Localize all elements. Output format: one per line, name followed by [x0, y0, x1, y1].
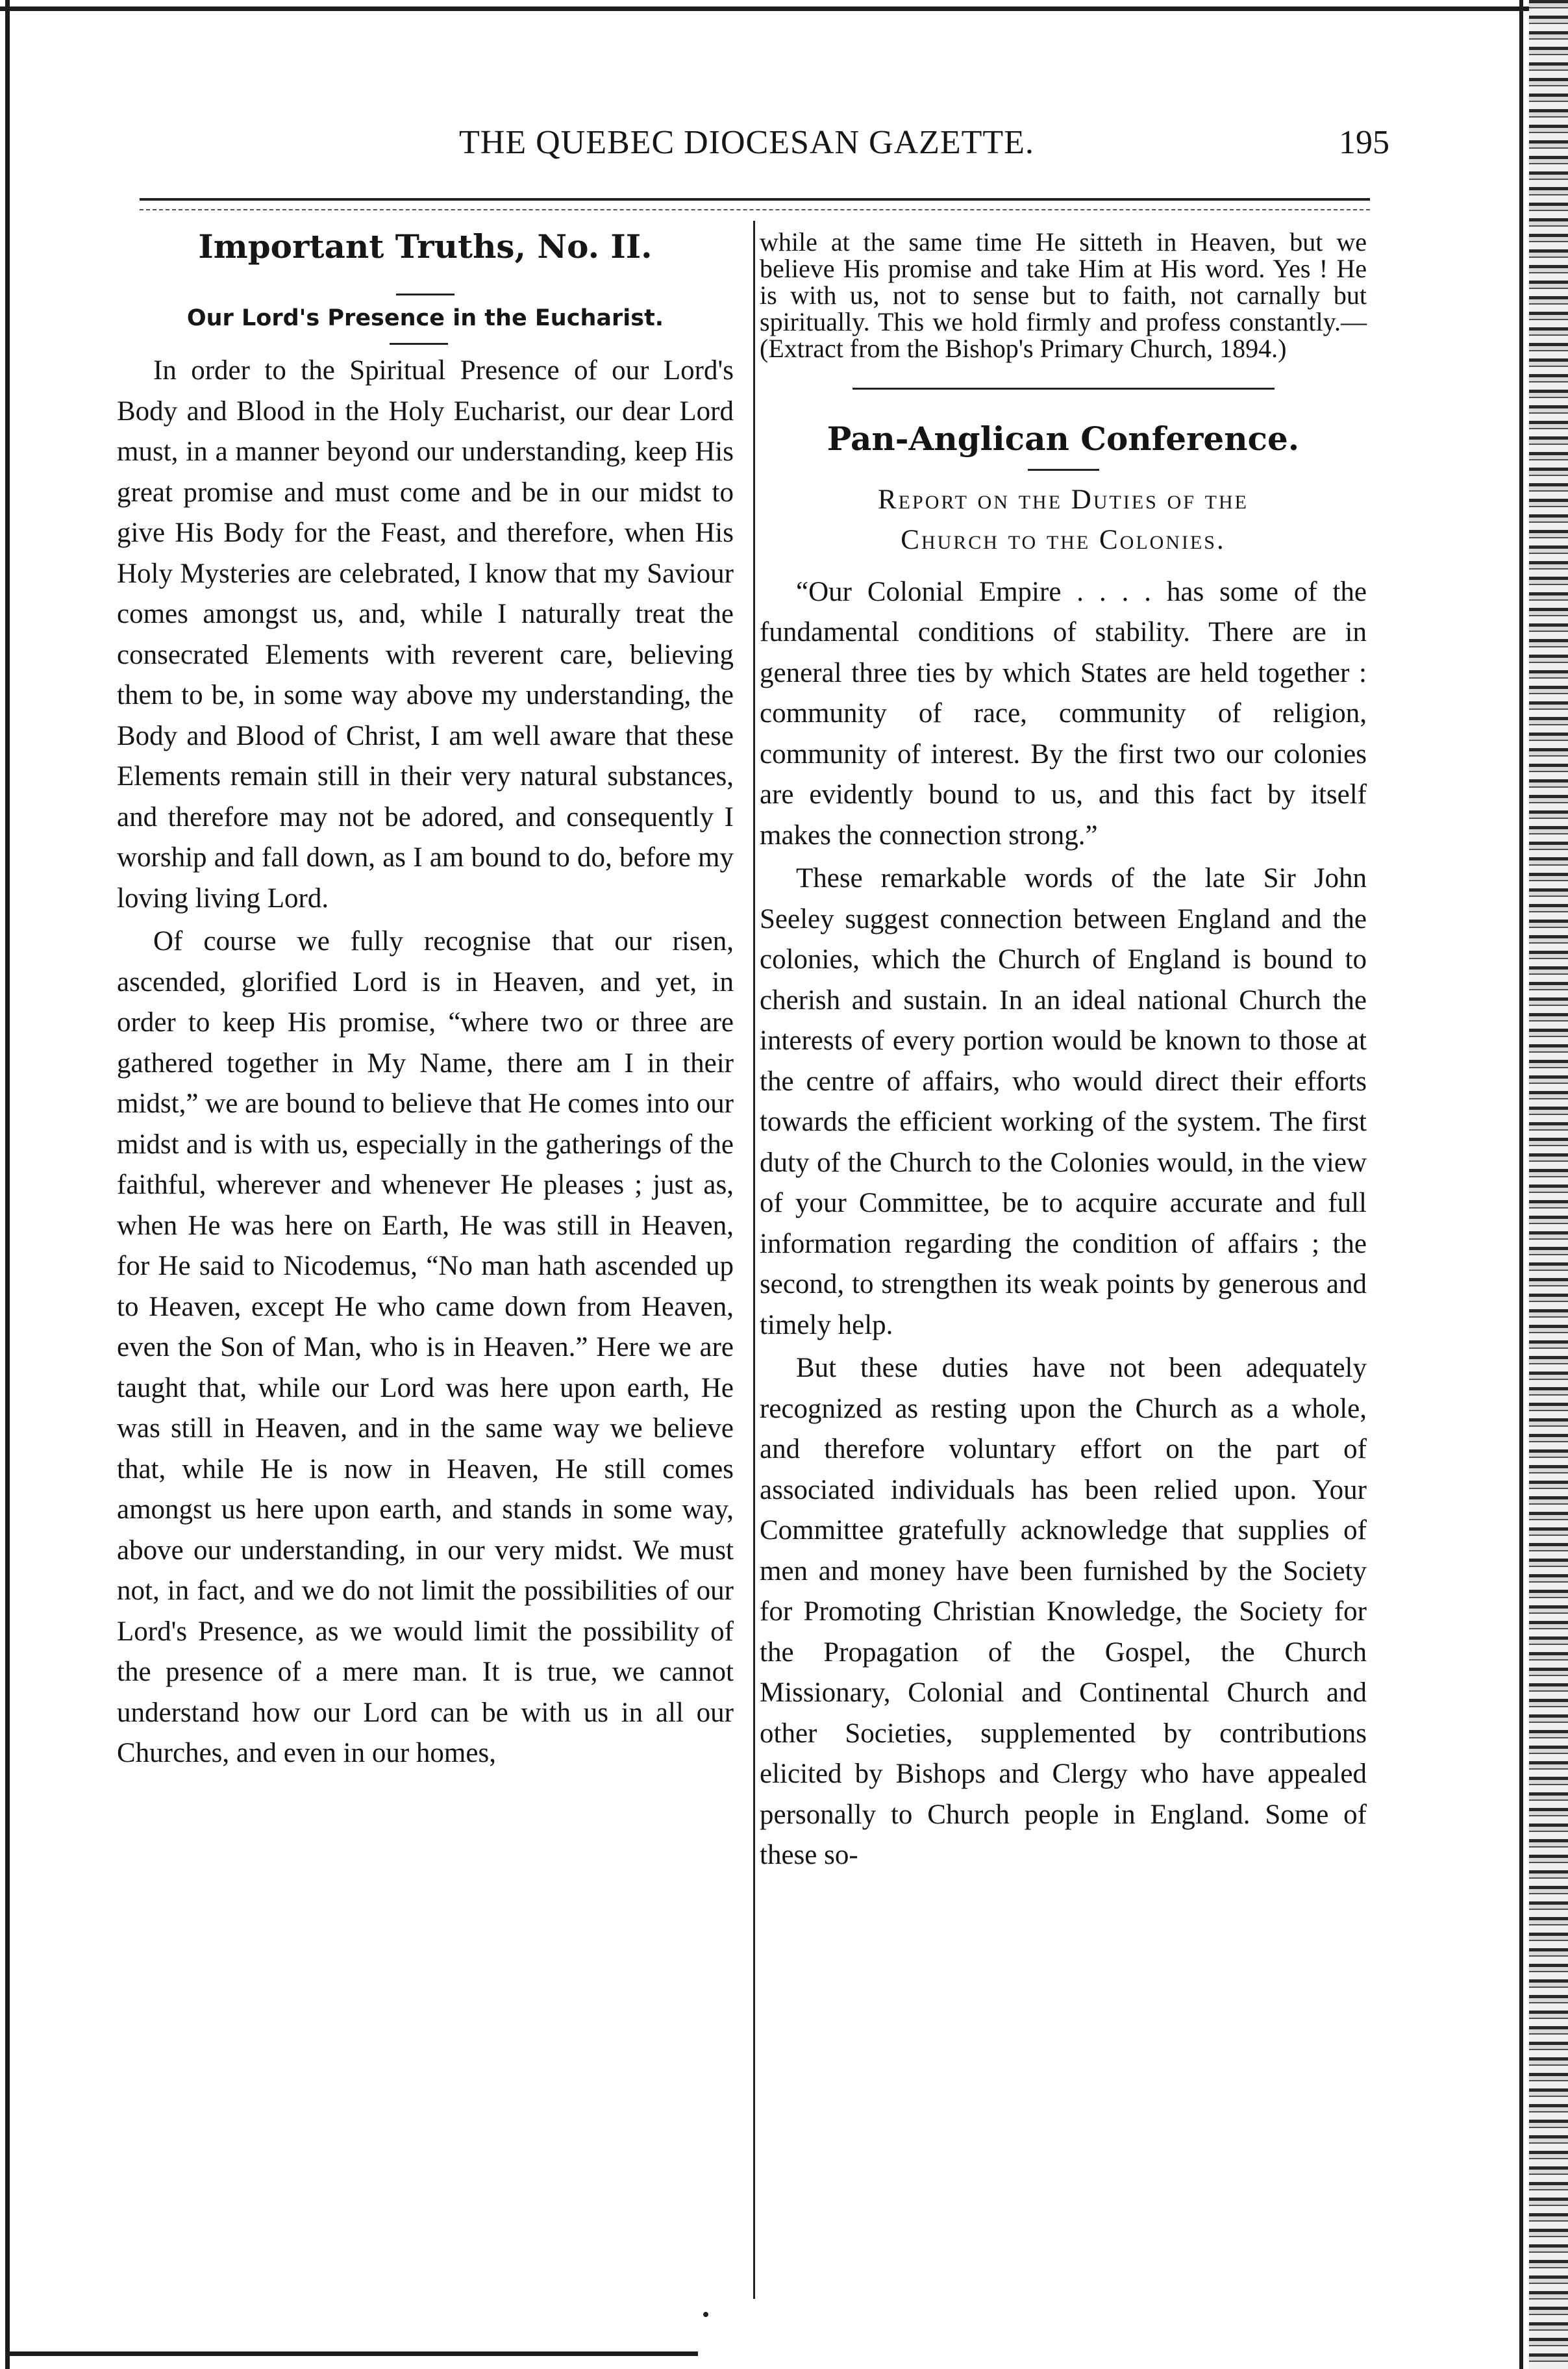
header-rule [140, 198, 1370, 201]
binding-edge [1529, 0, 1568, 2369]
article1-title: Important Truths, No. II. [198, 227, 653, 266]
left-column [117, 351, 734, 1777]
page-number: 195 [1339, 124, 1389, 161]
subtitle-rule [390, 343, 448, 345]
binding-edge-line [1519, 0, 1523, 2369]
article1-subtitle: Our Lord's Presence in the Eucharist. [186, 305, 664, 331]
right-column [760, 229, 1367, 1879]
header-rule-secondary [140, 209, 1370, 210]
article1-paragraph: In order to the Spiritual Presence of our Lord's Body and Blood in the Holy Eucharist, our dear Lord must, in a manner beyond our understanding, keep His great promise and must come and be in our midst to give His Body for the Feast, and therefore, when His Holy Mysteries are celebrated, I know that my Saviour comes amongst us, and, while I naturally treat the consecrated Elements with reverent care, believing them to be, in some way above my understanding, the Body and Blood of Christ, I am well aware that these Elements remain still in their very natural substances, and therefore may not be adored, and consequently I worship and fall down, as I am bound to do, before my loving living Lord. [117, 355, 734, 914]
section-divider [852, 388, 1275, 390]
running-title: THE QUEBEC DIOCESAN GAZETTE. [459, 124, 1034, 161]
article2-paragraph: These remarkable words of the late Sir John Seeley suggest connection between England and the colonies, which the Church of England is bound to cherish and sustain. In an ideal national Church the interests of every portion would be known to those at the centre of affairs, who would direct their efforts towards the efficient working of the system. The first duty of the Church to the Colonies would, in the view of your Committee, be to acquire accurate and full information regarding the condition of affairs ; the second, to strengthen its weak points by generous and timely help. [760, 863, 1367, 1340]
title-rule [396, 294, 454, 295]
article2-paragraph: But these duties have not been adequately recognized as resting upon the Church as a whole, and therefore voluntary effort on the part of associated individuals has been relied upon. Your Committee gratefully acknowledge that supplies of men and money have been furnished by the Society for Promoting Christian Knowledge, the Society for the Propagation of the Gospel, the Church Missionary, Colonial and Continental Church and other Societies, supplemented by contributions elicited by Bishops and Clergy who have appealed personally to Church people in England. Some of these so- [760, 1353, 1367, 1870]
scan-edge-left [5, 0, 10, 2369]
scan-edge-bottom [10, 2351, 698, 2356]
column-divider [753, 221, 755, 2299]
article2-paragraph: “Our Colonial Empire . . . . has some of the fundamental conditions of stability. There are in general three ties by which States are held together : community of race, community of religion, community of interest. By the first two our colonies are evidently bound to us, and this fact by itself makes the connection strong.” [760, 576, 1367, 851]
article1-paragraph: Of course we fully recognise that our risen, ascended, glorified Lord is in Heaven, and yet, in order to keep His promise, “where two or three are gathered together in My Name, there am I in their midst,” we are bound to believe that He comes into our midst and is with us, especially in the gatherings of the faithful, wherever and whenever He pleases ; just as, when He was here on Earth, He was still in Heaven, for He said to Nicodemus, “No man hath ascended up to Heaven, except He who came down from Heaven, even the Son of Man, who is in Heaven.” Here we are taught that, while our Lord was here upon earth, He was still in Heaven, and in the same way we believe that, while He is now in Heaven, He still comes amongst us here upon earth, and stands in some way, above our understanding, in our very midst. We must not, in fact, and we do not limit the possibilities of our Lord's Presence, as we would limit the possibility of the presence of a mere man. It is true, we cannot understand how our Lord can be with us in all our Churches, and even in our homes, [117, 926, 734, 1768]
ink-dot [703, 2312, 708, 2317]
article2-title: Pan-Anglican Conference. [827, 420, 1300, 458]
article1-continuation: while at the same time He sitteth in Heaven, but we believe His promise and take Him at His word. Yes ! He is with us, not to sense but to faith, not carnally but spiritually. This we hold firmly and profess constantly.—(Extract from the Bishop's Primary Church, 1894.) [760, 227, 1367, 363]
scan-edge-top [0, 6, 1568, 11]
article2-subtitle-line2: Church to the Colonies. [901, 524, 1226, 555]
article2-title-rule [1028, 469, 1099, 471]
article2-subtitle-line1: Report on the Duties of the [878, 484, 1249, 515]
